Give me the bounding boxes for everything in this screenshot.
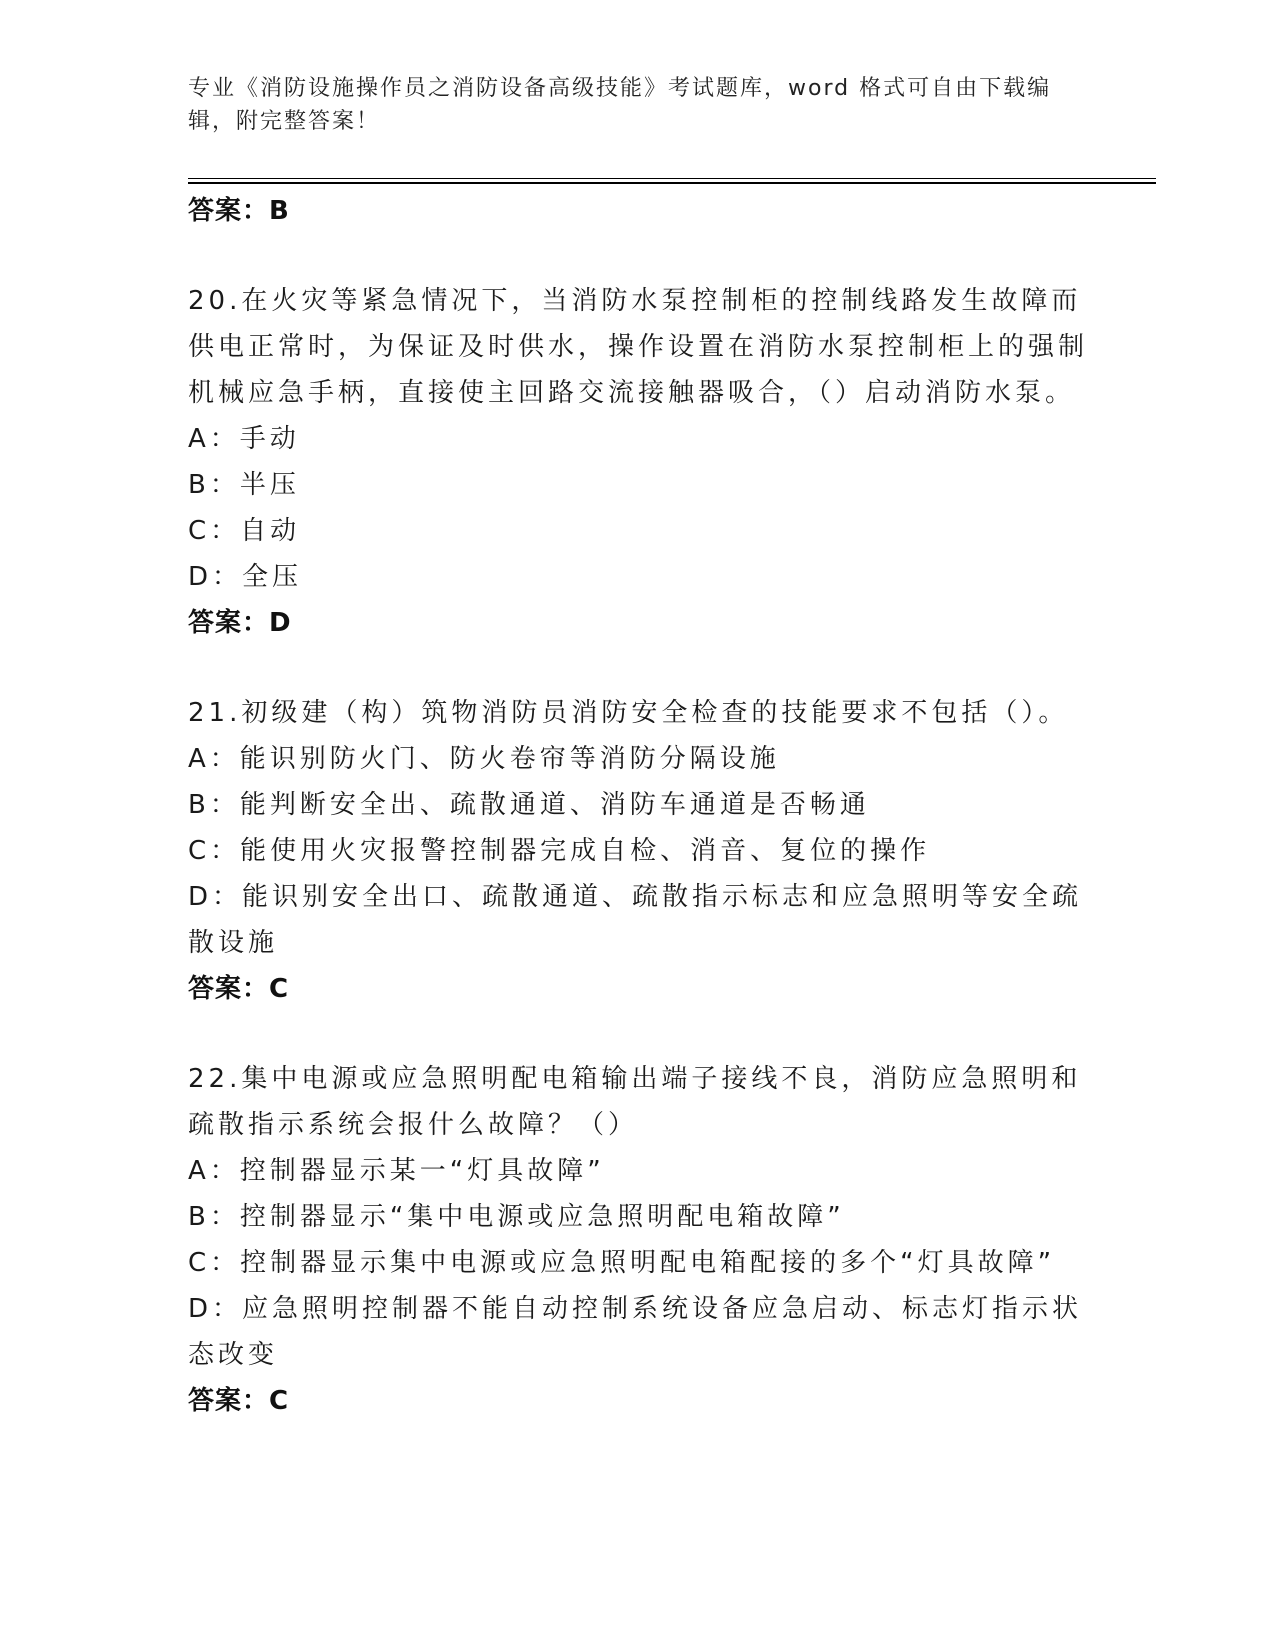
option-a: A：能识别防火门、防火卷帘等消防分隔设施	[188, 744, 780, 774]
option-b: B：能判断安全出、疏散通道、消防车通道是否畅通	[188, 790, 870, 820]
question-stem: 22.集中电源或应急照明配电箱输出端子接线不良，消防应急照明和疏散指示系统会报什么故障？（）	[188, 1064, 1082, 1140]
option-a: A：手动	[188, 424, 300, 454]
answer: 答案：D	[188, 608, 292, 638]
option-c: C：自动	[188, 516, 301, 546]
header-rule-thin	[188, 178, 1156, 179]
option-d: D：能识别安全出口、疏散通道、疏散指示标志和应急照明等安全疏散设施	[188, 882, 1083, 958]
option-c: C：能使用火灾报警控制器完成自检、消音、复位的操作	[188, 836, 931, 866]
previous-answer: 答案：B	[188, 196, 290, 226]
question-list	[188, 188, 1088, 1424]
question-21	[188, 690, 1088, 1012]
question-22	[188, 1056, 1088, 1424]
question-20	[188, 278, 1088, 646]
answer: 答案：C	[188, 974, 290, 1004]
option-c: C：控制器显示集中电源或应急照明配电箱配接的多个“灯具故障”	[188, 1248, 1056, 1278]
option-b: B：控制器显示“集中电源或应急照明配电箱故障”	[188, 1202, 845, 1232]
option-a: A：控制器显示某一“灯具故障”	[188, 1156, 605, 1186]
option-d: D：应急照明控制器不能自动控制系统设备应急启动、标志灯指示状态改变	[188, 1294, 1083, 1370]
question-stem: 21.初级建（构）筑物消防员消防安全检查的技能要求不包括（）。	[188, 698, 1069, 728]
answer: 答案：C	[188, 1386, 290, 1416]
option-b: B：半压	[188, 470, 300, 500]
question-stem: 20.在火灾等紧急情况下，当消防水泵控制柜的控制线路发生故障而供电正常时，为保证及时供水，操作设置在消防水泵控制柜上的强制机械应急手柄，直接使主回路交流接触器吸合，（）启动消防水泵。	[188, 286, 1089, 408]
header-rule-thick	[188, 182, 1156, 184]
option-d: D：全压	[188, 562, 303, 592]
page-header: 专业《消防设施操作员之消防设备高级技能》考试题库，word 格式可自由下载编辑，附完整答案！	[188, 76, 1052, 134]
